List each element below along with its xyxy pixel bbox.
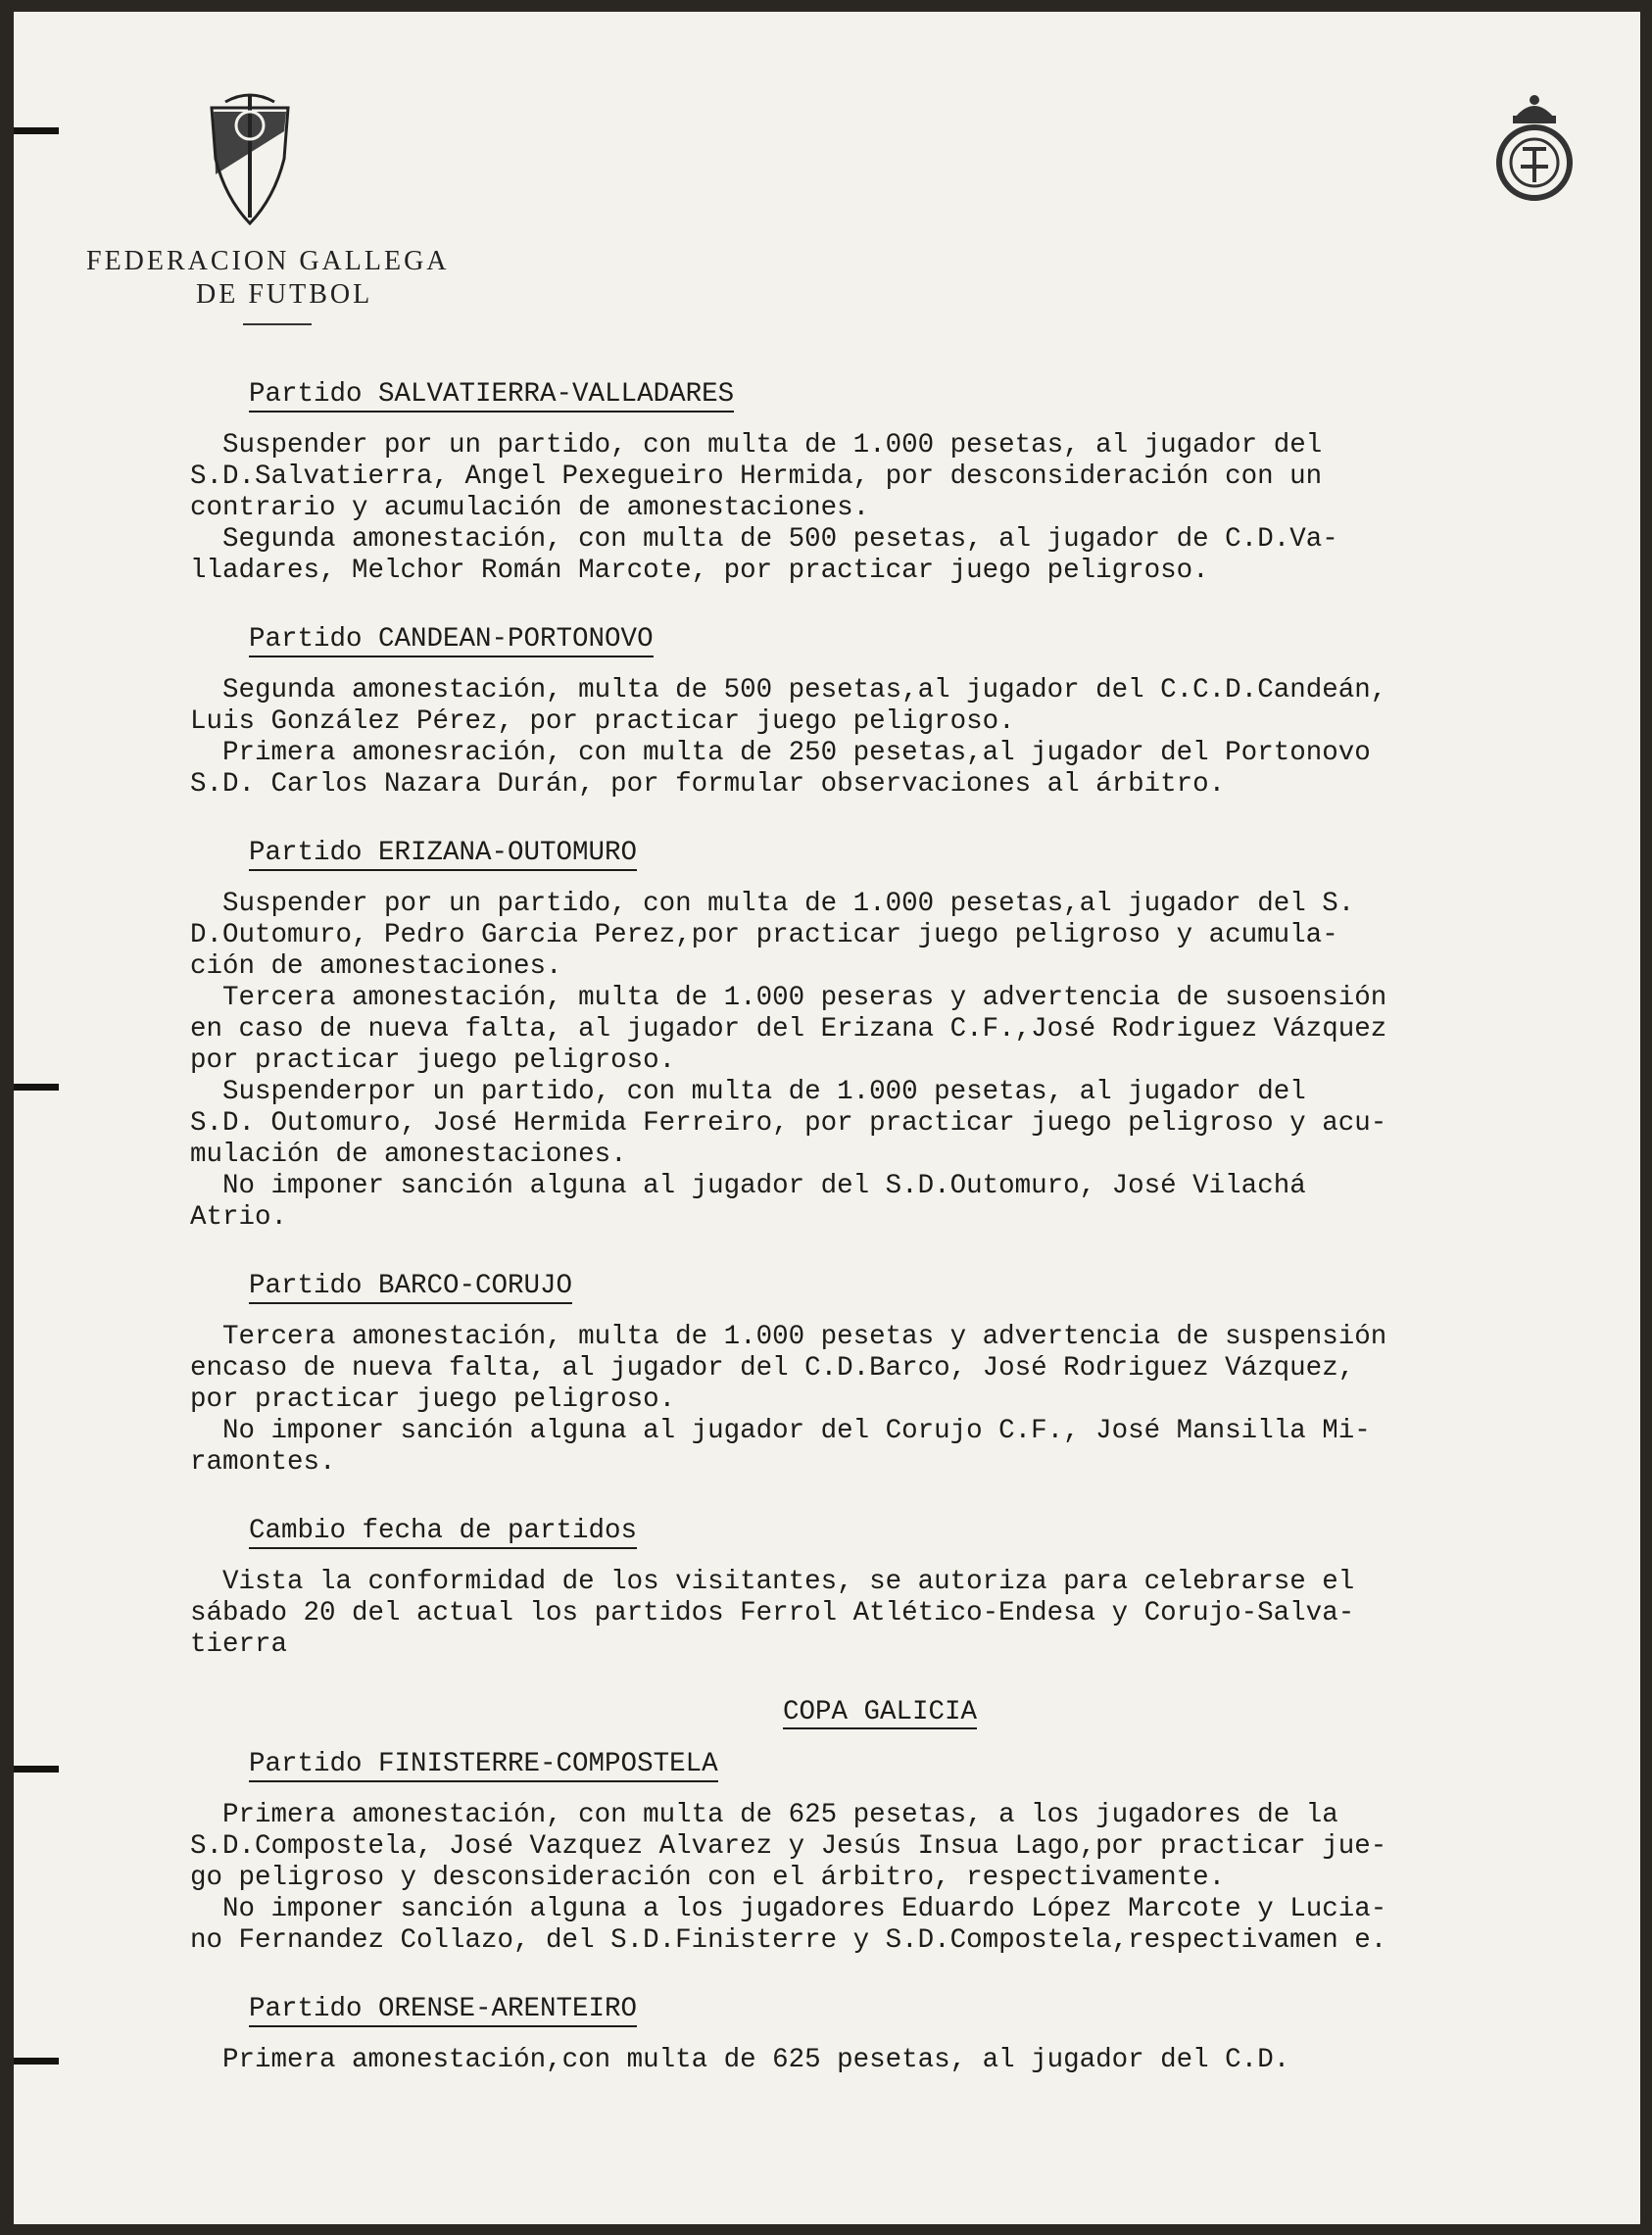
section-heading: Partido ORENSE-ARENTEIRO [249, 1995, 637, 2027]
section-heading: Partido BARCO-CORUJO [249, 1272, 572, 1304]
sanction-paragraph: Suspender por un partido, con multa de 1.000 pesetas, al jugador del S.D.Salvatierra, Angel Pexegueiro Hermida, por desconsideración con un contrario y acumulación de amonestaciones. [190, 430, 1323, 523]
binder-hole-mark [14, 127, 59, 134]
sanction-paragraph: Primera amonesración, con multa de 250 pesetas,al jugador del Portonovo S.D. Carlos Nazara Durán, por formular observaciones al árbitro. [190, 738, 1371, 800]
sanction-paragraph: No imponer sanción alguna al jugador del S.D.Outomuro, José Vilachá Atrio. [190, 1171, 1306, 1233]
sanction-paragraph: Suspender por un partido, con multa de 1.000 pesetas,al jugador del S. D.Outomuro, Pedro Garcia Perez,por practicar juego peligroso y acumula- ción de amonestaciones. [190, 889, 1355, 982]
section-heading: Cambio fecha de partidos [249, 1517, 637, 1549]
sanction-paragraph: Segunda amonestación, multa de 500 pesetas,al jugador del C.C.D.Candeán, Luis González Pérez, por practicar juego peligroso. [190, 675, 1387, 737]
org-name-line2: DE FUTBOL [196, 279, 373, 310]
rfef-crown-crest-icon [1493, 88, 1576, 206]
org-name-line1: FEDERACION GALLEGA [86, 246, 450, 276]
binder-hole-mark [14, 1084, 59, 1091]
binder-hole-mark [14, 1766, 59, 1773]
sanction-section [190, 838, 1630, 1234]
letterhead [73, 90, 504, 325]
schedule-change-section [190, 1516, 1630, 1661]
binder-hole-mark [14, 2058, 59, 2065]
copa-sanction-section [190, 1749, 1630, 1957]
minutes-body [190, 379, 1630, 2114]
federation-shield-icon [206, 90, 294, 227]
organization-name [73, 245, 504, 312]
section-heading: Partido CANDEAN-PORTONOVO [249, 625, 654, 657]
section-heading: Partido ERIZANA-OUTOMURO [249, 839, 637, 871]
copa-galicia-title: COPA GALICIA [783, 1697, 978, 1727]
sanction-paragraph: Segunda amonestación, con multa de 500 pesetas, al jugador de C.D.Va- lladares, Melchor Román Marcote, por practicar juego peligroso. [190, 524, 1338, 586]
letterhead-rule [243, 323, 312, 325]
schedule-paragraph: Vista la conformidad de los visitantes, se autoriza para celebrarse el sábado 20 del actual los partidos Ferrol Atlético-Endesa y Corujo-Salva- tierra [190, 1567, 1355, 1660]
sanction-paragraph: No imponer sanción alguna al jugador del Corujo C.F., José Mansilla Mi- ramontes. [190, 1416, 1371, 1478]
sanction-section [190, 379, 1630, 587]
sanction-section [190, 624, 1630, 801]
copa-sanction-section [190, 1994, 1630, 2076]
sanction-paragraph: No imponer sanción alguna a los jugadores Eduardo López Marcote y Lucia- no Fernandez Collazo, del S.D.Finisterre y S.D.Compostela,respectivamen e. [190, 1894, 1387, 1956]
sanction-paragraph: Suspenderpor un partido, con multa de 1.000 pesetas, al jugador del S.D. Outomuro, José Hermida Ferreiro, por practicar juego peligroso y acu- mulación de amonestaciones. [190, 1077, 1387, 1170]
document-page [14, 12, 1640, 2224]
sanction-paragraph: Tercera amonestación, multa de 1.000 peseras y advertencia de susoensión en caso de nueva falta, al jugador del Erizana C.F.,José Rodriguez Vázquez por practicar juego peligroso. [190, 983, 1387, 1076]
sanction-paragraph: Primera amonestación,con multa de 625 pesetas, al jugador del C.D. [190, 2045, 1290, 2075]
sanction-section [190, 1271, 1630, 1479]
section-heading: Partido SALVATIERRA-VALLADARES [249, 380, 734, 413]
sanction-paragraph: Tercera amonestación, multa de 1.000 pesetas y advertencia de suspensión encaso de nueva falta, al jugador del C.D.Barco, José Rodriguez Vázquez, por practicar juego peligroso. [190, 1322, 1387, 1415]
section-heading: Partido FINISTERRE-COMPOSTELA [249, 1750, 718, 1782]
sanction-paragraph: Primera amonestación, con multa de 625 pesetas, a los jugadores de la S.D.Compostela, José Vazquez Alvarez y Jesús Insua Lago,por practicar jue- go peligroso y desconsideración con el árbitro, respectivamente. [190, 1800, 1387, 1893]
